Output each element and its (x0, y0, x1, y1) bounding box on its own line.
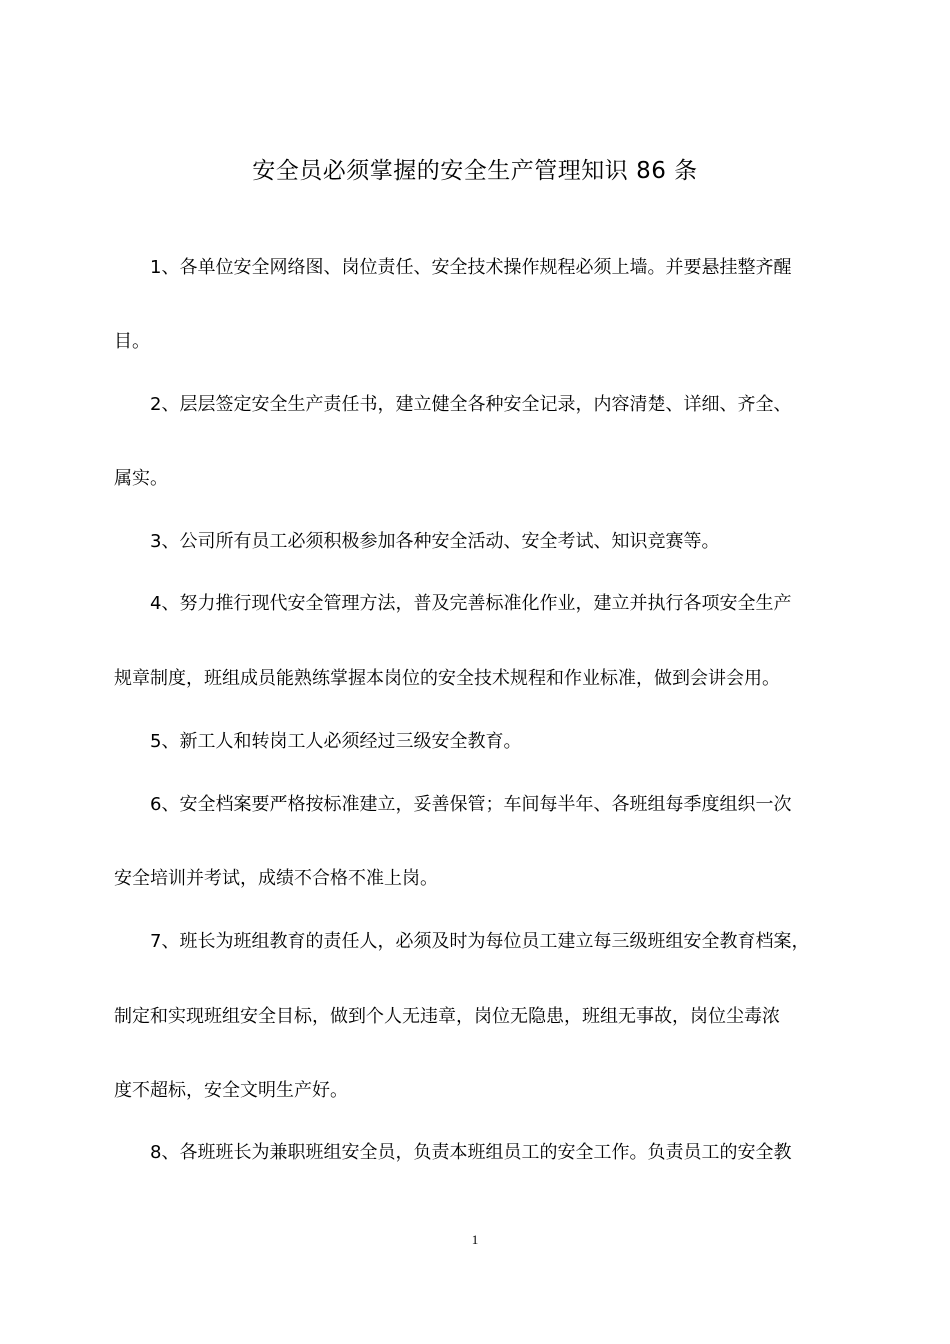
paragraph-6-line-2: 安全培训并考试，成绩不合格不准上岗。 (114, 868, 438, 889)
paragraph-8-line-1: 8、各班班长为兼职班组安全员，负责本班组员工的安全工作。负责员工的安全教 (150, 1142, 792, 1163)
paragraph-2-line-2: 属实。 (114, 468, 168, 489)
document-title: 安全员必须掌握的安全生产管理知识 86 条 (252, 158, 698, 184)
paragraph-1-line-2: 目。 (114, 331, 150, 352)
paragraph-7-line-3: 度不超标，安全文明生产好。 (114, 1080, 348, 1101)
paragraph-1-line-1: 1、各单位安全网络图、岗位责任、安全技术操作规程必须上墙。并要悬挂整齐醒 (150, 257, 792, 278)
paragraph-7-line-2: 制定和实现班组安全目标，做到个人无违章，岗位无隐患，班组无事故，岗位尘毒浓 (114, 1006, 780, 1027)
page-number: 1 (471, 1232, 479, 1247)
paragraph-4-line-2: 规章制度，班组成员能熟练掌握本岗位的安全技术规程和作业标准，做到会讲会用。 (114, 668, 780, 689)
paragraph-5-line-1: 5、新工人和转岗工人必须经过三级安全教育。 (150, 731, 522, 752)
paragraph-6-line-1: 6、安全档案要严格按标准建立，妥善保管；车间每半年、各班组每季度组织一次 (150, 794, 792, 815)
paragraph-7-line-1: 7、班长为班组教育的责任人，必须及时为每位员工建立每三级班组安全教育档案， (150, 931, 810, 952)
paragraph-4-line-1: 4、努力推行现代安全管理方法，普及完善标准化作业，建立并执行各项安全生产 (150, 593, 792, 614)
paragraph-2-line-1: 2、层层签定安全生产责任书，建立健全各种安全记录，内容清楚、详细、齐全、 (150, 394, 792, 415)
paragraph-3-line-1: 3、公司所有员工必须积极参加各种安全活动、安全考试、知识竞赛等。 (150, 531, 720, 552)
